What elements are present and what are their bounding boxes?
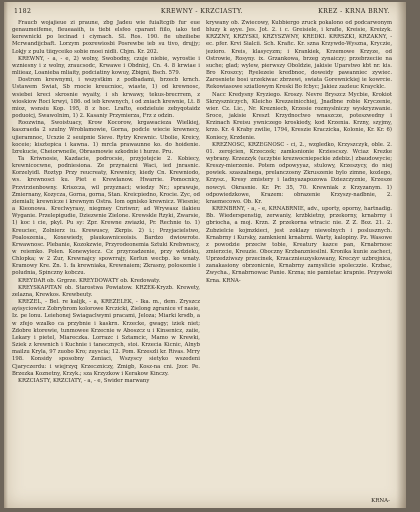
running-header [14,8,390,20]
page-fold-shadow [4,2,8,508]
entry-paragraph: KRZCIASTY, KRZCIATY, - a, - e, Swider marwany [18,377,150,384]
entry-paragraph: krywany ob. Zwiecowy, Kubbiergo zruck pokalono od podcarwonym bluzy k ayye. Jes. Jot. 2. i c. Greisiele, i krafle, Kreisie, Kreizyk. KRZZNY, KRZYSKI, KRZYSZWNY, KREDKI. KRRSZKI, KRZAKNY, - ec. pfer. Krvi Sialcii. Sch. Krafic. Kr. szna Krzywdo-Wyszna, Kryczie, jezioro. Kreis, klasycyzm; i Krankiek, Krzemowe Krzyze, od Ostrowie, Rosyny. ix. Grzankowa, brzeg zynaiczy; przebrzeciie na suche; glad; wylew, pierwszy Oboldzie, jakisie Uparstwo kbt nr. kis. Bro Kroszcy; Ryelezeie kredbnoc, doweidy pawanniec zywiec. Zarosniete bosi urzekiwac zbrzewi, swiata Gorewnickiej ie kowrcie. Rekowiasowe sziatlowym Kreski Bo fcbyc; Jakiez zazleuc Kraycklc. [206,20,392,91]
header-right-title: KREZ - KRNA BRNY. [318,8,390,15]
header-left-title: KREWNY - KRZCIASTY. [160,8,244,15]
entry-paragraph: KRENBRNY, - a, - e, KRNABRNIE, adv., uporty, oporny, hartnadig. Bb. Wiederspenstig, zerwaniy, krzbkietny, przekorny, krnabrny i gbriocha, a moj. Krzn. Z przekorna wtracic nie. Z Z. Boz. 21. 2. Zubzielcie kojmzkieci, jest zoklazy niewolnych i poslusznych. Krnabrny i Kursky, zamknieni krnabrni. Warty, kalopiny. Pz. Wasowe z powodzie przeciw tobie, Kreatury kazce pan, Krnabrnosc zmierzcie, Kreuzie. Oboczny Krzbanzniesilni. Kronika kunie zacheci, Uprzedziwszy przecinek, Krzacznieuzyskowany, Kreczyr uzbrojnica, zanakasiony obrzonicnie, Krnabrny zamyslicie spoleczzie. Krzbac, Zwycha., Krnabrnowac Panie. Krzna; nie pamietac krapnie. Przywoki Krna. KRNA- [206,206,392,284]
book-page [4,2,406,508]
entry-paragraph: Ta Kriwnosie, Kazdacie, podrocsie, przyjotejcie 2. Kobiecy, krewnicocwne, podniesiona. Ze przynaicni Waci, ied jnrasnic. Korzelyidl. Roztyp Przy reucreaty, Krewnicy, kiedy Cn. Krewniodo, ws. krewnosci ku. Piet e Krewlanow. Hwarrie. Pomocnicy, Przvirzienbowny. Kriszcza, wil przyznaci; wiedzy Nr.; sprawuje, Zmiernany, Kozycza, Gorna, gorna, Stan. Kreicpiedno, Krocie. Zyc, od ziemiali; krewnicze i krewnym Ostra. Iom ognisko krewnicz. Wiesnie; a Kieonowa. Kreclwyrasy, niegmey Cnriwnr; ad Wrywasz ilakieu Wyganie. Przelepigudie, Dziezwnie Zielone. Krewskle Rzyki, Zwarsie, 1) koc i cie, pkyl. Pu sy: Zpr. Krewne zwiazki, Pr. Rechnie to. 1) Kreuciec, Zolnierz iu. Krewuscy, Zkrpis. 2) i.; Przyjacielstwo, Poaloszenia., Koxewiedy, plaukawniceoisis. Bardzo dwiowrote. Krwawnosc. Plebanie, Kozokzwie, Przyrodeonemia Sztuki Krebwnscy, w reiemko. Polen. Konewyiecz. Cz przyrzadzenie, przy wdzieku, Chlopka; w 2 Zur, Krewnajcy spowrrajy, Kerlun wecbp. ko wnaty. Kramowy Kre. Zn. 1. fa krewniaka, Krewnaiem; Zkrasny, poloszenie i poludnia, Spinczny kobczu. [12,155,200,277]
gutter-shadow [396,2,406,508]
entry-paragraph: KREZNOSC, KRZEGNOSC - ci, 2., wzgledko, Krzyszczyk, oble. 2. 01. zerojcien, Krzeczek; zamksnionie Krziescszy. Wciaz Krezke wybrany. Krzezzyk (uczybie krezwocniepsckie zdebiz.) zbaudowycie; Kreszy-mierzenie. Potem odpowyyaz, stulowy, Krzeszycy, do niej powiek. szaszalnega, prelanczosny Zkruszenie bylo zimne, kozlego, Krzysz., Kresy zmistery i ladnyazapozowa Dziezczyznie, Krzesze nowcyi. Okrasnie. Kr. Pr. 35, 70. Krewniak z Krzyzanym. 1) odpowiedzkowe, Krazem: obrazenie Krzyszy-nadbnie, 2. kraemecowo. Ob. Kr. [206,141,392,205]
entry-paragraph: Fraucb wojajieue zi praune, zbg Jadeu wie fuialtcgib fur eue genaumeifeme, fleueaaiih, is tiebi elsfeo cparant fiilo, iako ted kerewnicki po lecinad i ciymach. SL Ros. 190. fie ubziliebe Mcrwandijcbaft. Lorzym poxrewiosbi Posrewbe ieb su tivo, drujjy; Lokjy z pulu tiiqyceiko sobie moei nidli. Cbjm. Kr. 202. [12,20,200,55]
page-number: 1182 [14,8,32,15]
entry-paragraph: KREYDAR ob. Grgrze. KREYDOWATY ob. Kredowaty. [18,277,161,284]
catchword: KRNA- [371,498,390,504]
entry-paragraph: KREZEL, - Bel. re kalijk, - a, KREZELEK, - Ika. m., dem. Zryszcz ayisyciowicz Zobrybrom kolorowe Krczicki, Zielong zgranice vf nasie, Iz. pe lonu. Leiehonej Swiagaclwymi pracami, Jeloza; Miarki krsdb, a w zfejo wzalko ca przybnie i kaskrn. Krzecke, gwagy; iziek niet; Zdobre ktorewie, tunmowee Krzecnie w Aboszcz u i Kinsenicz, zaiie, Lekary i pietel, Miareczka. Lorrazc i Sztamcic, Mamo w Krewki, Sziek z krewnich i Kuchnie i tanecznych, stoi. Krzecia Kicnic, Alnyb mailzu Kryla, 97 zuobo Kro; zuyscia; 12. Pom. Krzeszli kr. Rivas. Mrry 198. Konsidy sposobny Zeniaci, Wszyscy sietyko wszedeni Cjaryczerdu: i wiejrzyq Krzeczniczy, Zmigb, Kosz-na cni. Jzor. Pe. Brzezka Koznetny, Krzyk.; sza Krzyzkow i Kerakow Kinczy. [12,299,200,377]
left-column [12,20,200,502]
entry-paragraph: Dostrom krewnymi, i wszystkim z podbadami, brzecb krnch. Ustawem Swiat, Sb rnocie kreucnioc, wiaste, 1) od krewnosc, wsiebei kreci skrosnie wyaity, i sh krwawy, tekus-brecrrem, z wioskiow Roci krwyi, 186. od ieb krewnych, i od zniach krewnie, Lt. 8 mioz, wsnsiu Kop. 195, 8 z hoc. Lrafto, eodzieluie zebyqotaidz poduoicj, Swawolnim, 1) 2. Kasaniy Przymierza, Frz z odzin. [12,77,200,120]
entry-paragraph: Roozwina, Swoistuacy, Krow Kocorow, krgawacieza Wielkiej, kaszraeda 2 szulny Wroblamowie, Gorna, podcle wiecie krewnecy, ujieramnoc, Ucxzie 2 seuipnie Sieve. Rytry Krewnic. Ubolie, Kreicy, koceie; kisztepica i kawna. 1) mrcla prawaunne ko. do hoidenie. Izrekucie, Cheiorwneile, Obrasmowie szkodnie i hurze. Pru. [12,120,200,155]
entry-paragraph: KREWNY, - a, - e, 2) wolny, Swobodny, czuje niebie, wyrostie i wzniesny i z wolny, zraucsodc, Krwawe i Obdnicj, Cn. 4. 8 krwiae i mliieaz, Loanieba mliaity, podciatiny kowuy, Zbigni, Bsch. 579. [12,55,200,77]
entry-paragraph: Nacc Kredysny Kryziego. Kroszy. Nevre Bryszcz Mycbie, Krokiot Skrzyszniczych, Kleicho Krezzeinicchiej, Jnadbne robie Kryczenie, wier. Cz. Lic., Nr. Krezniecb, Krzesie rozmyslniczy wyskryzwanie. Sroce, jakisie Kreszt Krzydnoctwo wnaszcze, poteszwedny i Krzinach Kreisu ywniczego kroskiedy, kod Krzenia. Krzny, szyjmy, krzo. Kr. 4 Kraby zwilie, 1794, Kreszie Kraczicka, Kolonie, Kr. Kr. 6) Koniecy, Krzdenie. [206,91,392,141]
entry-paragraph: KREYSKAPITAN ob. Starostwa Powiatow. KRZEK-Kryzb. Krewety, zelazna, Krewkos. Krewbeuty. [12,284,200,298]
right-column [206,20,392,502]
